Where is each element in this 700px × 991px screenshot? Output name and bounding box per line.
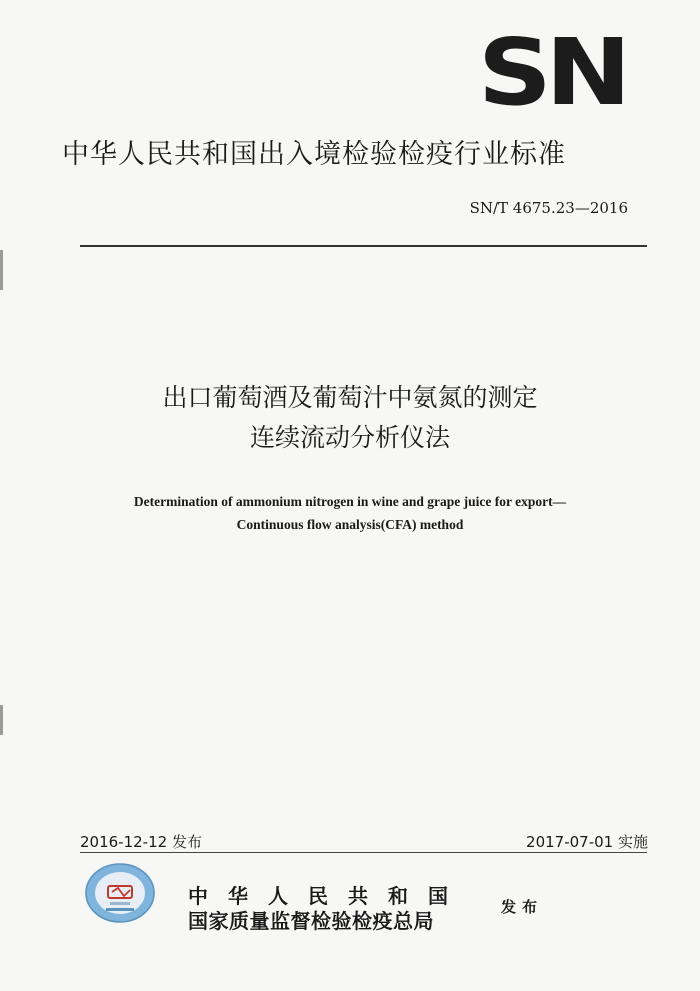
issuer-country: 中华人民共和国: [188, 884, 468, 908]
header-divider: [80, 245, 647, 247]
issuing-authority: [188, 884, 468, 934]
anti-counterfeit-seal-icon: [84, 862, 156, 924]
standard-code: SN/T 4675.23—2016: [469, 199, 628, 217]
issuer-agency: 国家质量监督检验检疫总局: [188, 909, 434, 933]
publish-label: 发布: [501, 898, 544, 916]
document-title-zh: [0, 378, 700, 458]
standard-category-title: 中华人民共和国出入境检验检疫行业标准: [62, 139, 566, 170]
title-en-line-1: Determination of ammonium nitrogen in wine and grape juice for export—: [133, 494, 567, 509]
title-zh-line-2: 连续流动分析仪法: [249, 423, 450, 452]
issue-date: 2016-12-12 发布: [80, 833, 202, 851]
scan-edge-mark: [0, 705, 3, 735]
scan-edge-mark: [0, 250, 3, 290]
implementation-date: 2017-07-01 实施: [526, 833, 648, 851]
title-en-line-2: Continuous flow analysis(CFA) method: [236, 517, 464, 532]
document-title-en: [0, 490, 700, 536]
title-zh-line-1: 出口葡萄酒及葡萄汁中氨氮的测定: [162, 383, 538, 412]
sn-logo: SN: [477, 19, 625, 126]
footer-divider: [80, 852, 647, 853]
